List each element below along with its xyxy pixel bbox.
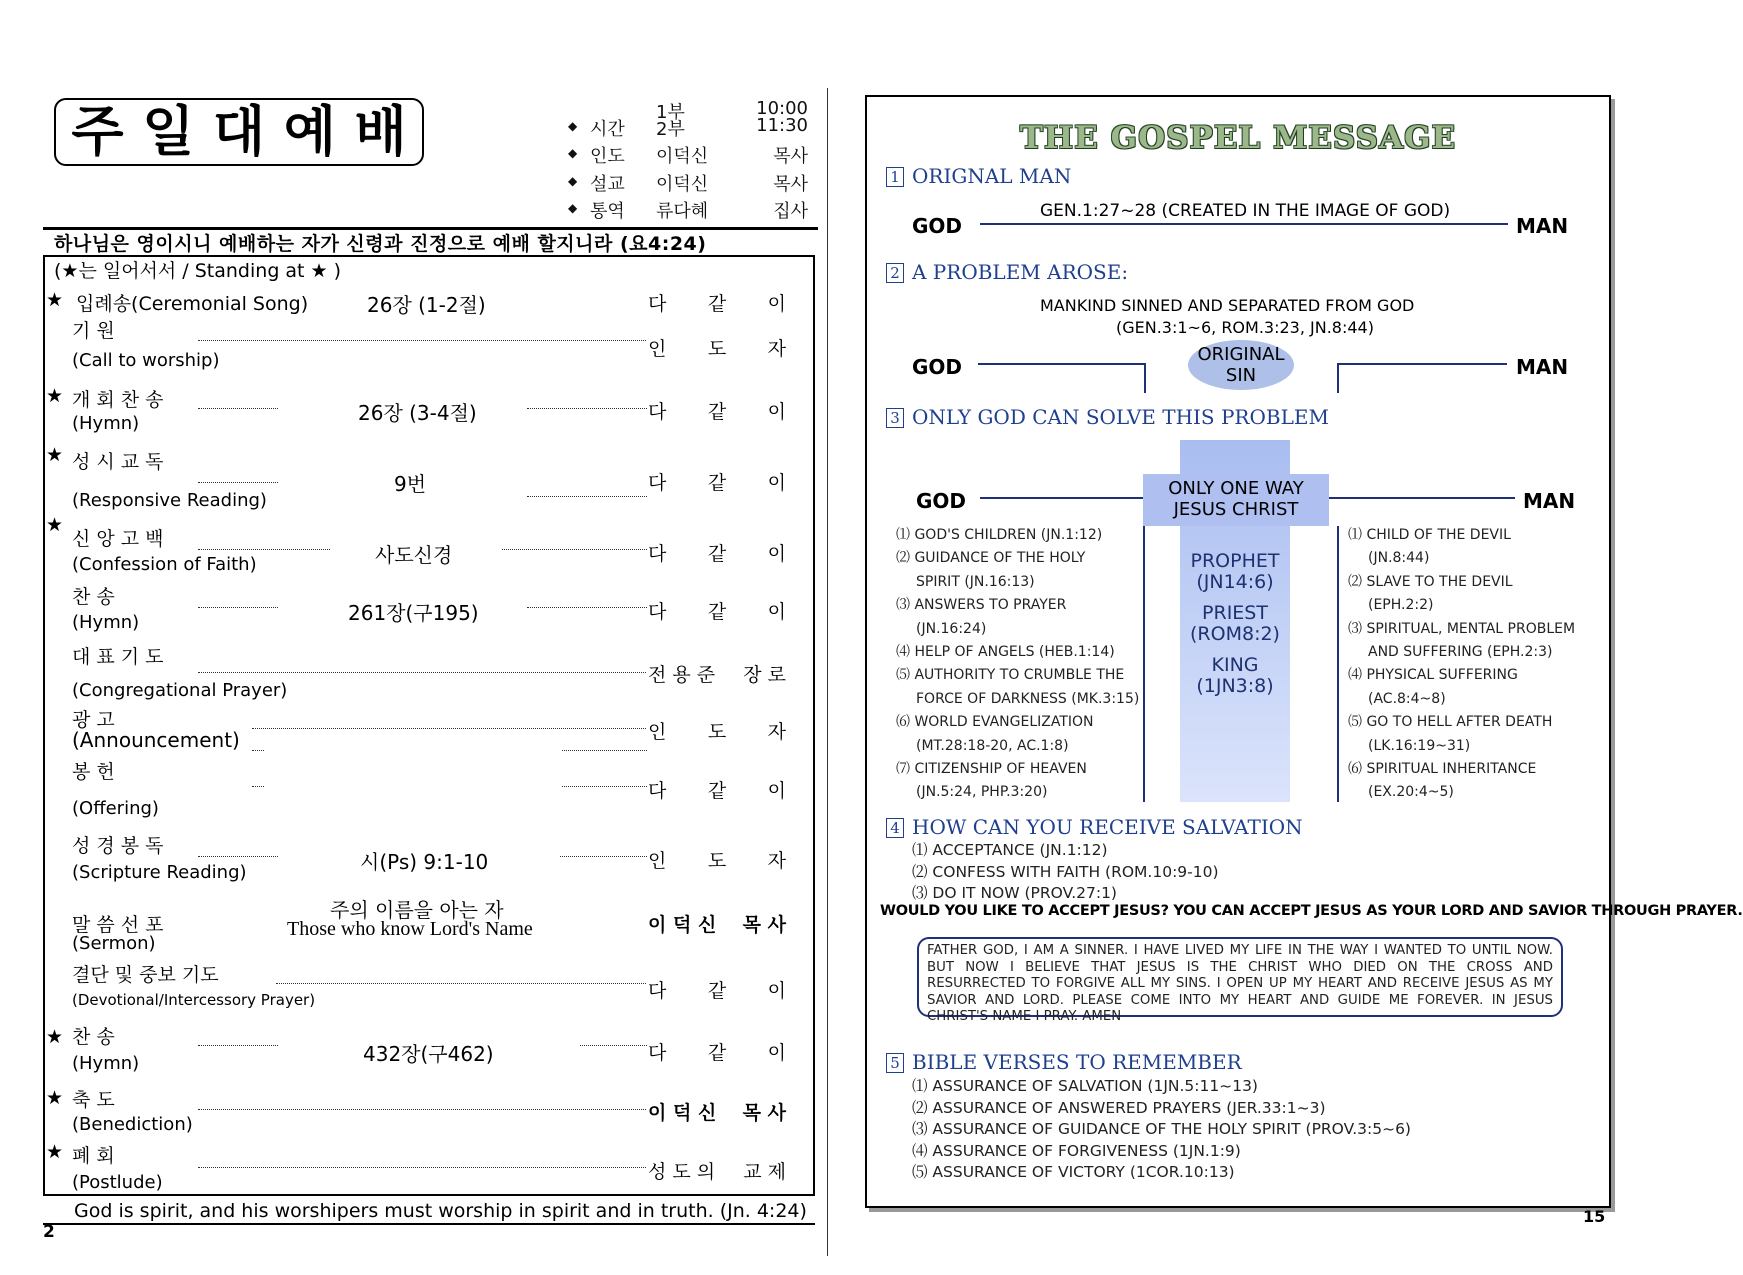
- title-char: 주: [71, 100, 124, 163]
- person-char: 같: [707, 293, 727, 315]
- prayer-text-box: FATHER GOD, I AM A SINNER. I HAVE LIVED MY LIFE IN THE WAY I WANTED TO UNTIL NOW. BUT NOW I BELIEVE THAT JESUS IS THE CHRIST WHO DIED ON THE CROSS AND RESURRECTED TO FORGIVE ALL MY SINS. I OPEN UP MY HEART AND RECEIVE JESUS AS MY SAVIOR AND LORD. PLEASE COME INTO MY HEART AND GUIDE ME FOREVER. IN JESUS CHRIST'S NAME I PRAY. AMEN: [917, 937, 1563, 1017]
- order-item-detail: 432장(구462): [363, 1042, 494, 1066]
- dot-leader: [252, 750, 264, 751]
- dot-leader: [276, 983, 646, 984]
- section-number: 3: [886, 408, 904, 428]
- list-item: (LK.16:19~31): [1368, 737, 1471, 754]
- person-char: 도: [707, 850, 727, 872]
- order-item-person: [648, 660, 786, 687]
- order-item-label: 광 고: [72, 709, 115, 731]
- list-item: ⑺ CITIZENSHIP OF HEAVEN: [896, 761, 1087, 778]
- preacher-row: [568, 170, 808, 194]
- page-number: 15: [1583, 1207, 1606, 1226]
- person-title: 장 로: [743, 664, 786, 686]
- person-name: 이 덕 신: [648, 1102, 717, 1124]
- man-label: MAN: [1523, 489, 1576, 513]
- footer-verse: God is spirit, and his worshipers must worship in spirit and in truth. (Jn. 4:24): [74, 1200, 807, 1222]
- order-item-english: (Congregational Prayer): [72, 680, 288, 701]
- service1: 1부: [656, 102, 685, 123]
- order-item-person: [648, 468, 786, 495]
- list-item: ⑵ CONFESS WITH FAITH (ROM.10:9-10): [912, 862, 1219, 881]
- order-item-english: (Devotional/Intercessory Prayer): [72, 991, 316, 1009]
- order-item-person: [648, 717, 786, 744]
- person-char: 자: [767, 338, 786, 360]
- order-item-detail: 26장 (1-2절): [367, 293, 486, 317]
- service2-time: 11:30: [756, 115, 808, 136]
- order-item-english: (Announcement): [72, 728, 240, 752]
- order-item-detail: 사도신경: [375, 543, 453, 567]
- dot-leader: [560, 856, 647, 857]
- list-item: FORCE OF DARKNESS (MK.3:15): [916, 690, 1140, 707]
- order-item-label: 축 도: [72, 1089, 115, 1111]
- person-char: 이: [767, 601, 786, 623]
- dot-leader: [527, 408, 647, 409]
- order-item-label: 결단 및 중보 기도: [72, 964, 219, 986]
- person-char: 다: [648, 543, 667, 565]
- order-item-person: [648, 1038, 786, 1065]
- page-number: 2: [43, 1222, 55, 1242]
- person-char: 이: [767, 401, 786, 423]
- dot-leader: [502, 549, 647, 550]
- god-label: GOD: [912, 355, 963, 379]
- column-divider: [1337, 526, 1339, 802]
- dot-leader: [252, 728, 646, 729]
- list-item: ⑴ GOD'S CHILDREN (JN.1:12): [896, 527, 1103, 543]
- leader-row: [568, 142, 808, 166]
- list-item: (AC.8:4~8): [1368, 690, 1446, 707]
- section-title: HOW CAN YOU RECEIVE SALVATION: [912, 815, 1303, 839]
- order-item-person: [648, 776, 786, 803]
- dot-leader: [562, 750, 647, 751]
- order-item-label: 기 원: [72, 320, 115, 342]
- interpreter-label: 통역: [590, 201, 625, 222]
- order-item-english: (Responsive Reading): [72, 490, 267, 511]
- interpreter-role: 집사: [773, 201, 808, 222]
- king-ref: (1JN3:8): [1196, 675, 1274, 697]
- order-item-person: [648, 976, 786, 1003]
- prophet-label: PROPHET: [1190, 550, 1280, 572]
- priest-ref: (ROM8:2): [1190, 623, 1280, 645]
- order-item-person: [648, 334, 786, 361]
- dot-leader: [198, 549, 330, 550]
- list-item: ⑸ ASSURANCE OF VICTORY (1COR.10:13): [912, 1163, 1235, 1181]
- person-char: 같: [707, 780, 727, 802]
- dot-leader: [198, 482, 278, 483]
- person-char: 이: [767, 543, 786, 565]
- order-item-person: [648, 910, 786, 937]
- section-heading: [886, 260, 1128, 284]
- order-item-label: 봉 헌: [72, 761, 115, 783]
- order-item-english: (Call to worship): [72, 350, 220, 371]
- person-char: 같: [707, 1042, 727, 1064]
- star-icon: ★: [46, 1141, 64, 1163]
- connection-line: [980, 223, 1508, 225]
- list-item: ⑶ ASSURANCE OF GUIDANCE OF THE HOLY SPIRIT (PROV.3:5~6): [912, 1120, 1411, 1138]
- leader-role: 목사: [773, 146, 808, 167]
- god-label: GOD: [912, 214, 963, 238]
- person-char: 인: [648, 338, 667, 360]
- diagram-caption: (GEN.3:1~6, ROM.3:23, JN.8:44): [1116, 318, 1374, 337]
- original-sin-line1: ORIGINAL: [1197, 344, 1285, 365]
- section-number: 5: [886, 1053, 904, 1073]
- dot-leader: [580, 1045, 647, 1046]
- dot-leader: [198, 1045, 278, 1046]
- connection-line: [980, 497, 1143, 499]
- order-item-label: 폐 회: [72, 1145, 115, 1167]
- preacher-label: 설교: [590, 174, 625, 195]
- order-item-label: 말 씀 선 포: [72, 914, 164, 936]
- person-char: 도: [707, 721, 727, 743]
- person-char: 다: [648, 293, 667, 315]
- one-way-label: [1143, 478, 1329, 520]
- diagram-caption: MANKIND SINNED AND SEPARATED FROM GOD: [1040, 296, 1415, 315]
- order-item-english: (Scripture Reading): [72, 862, 247, 883]
- person-char: 같: [707, 472, 727, 494]
- leader-name: 이덕신: [656, 146, 709, 167]
- order-item-person: [648, 846, 786, 873]
- person-char: 다: [648, 780, 667, 802]
- page-title: [54, 98, 424, 166]
- dot-leader: [527, 607, 647, 608]
- section-number: 4: [886, 818, 904, 838]
- list-item: ⑶ ANSWERS TO PRAYER: [896, 597, 1067, 614]
- list-item: ⑸ AUTHORITY TO CRUMBLE THE: [896, 667, 1125, 684]
- time-label: 시간: [590, 119, 625, 140]
- list-item: AND SUFFERING (EPH.2:3): [1368, 644, 1553, 661]
- section-number: 2: [886, 263, 904, 283]
- list-item: ⑷ HELP OF ANGELS (HEB.1:14): [896, 644, 1115, 661]
- connection-line: [1329, 497, 1515, 499]
- bullet-icon: ◆: [568, 119, 578, 133]
- person-char: 같: [707, 601, 727, 623]
- person-char: 다: [648, 1042, 667, 1064]
- list-item: ⑸ GO TO HELL AFTER DEATH: [1348, 714, 1553, 731]
- person-name: 전 용 준: [648, 664, 716, 686]
- dot-leader: [198, 1167, 646, 1168]
- person-char: 같: [707, 980, 727, 1002]
- page-gutter: [827, 88, 828, 1256]
- list-item: (EPH.2:2): [1368, 597, 1434, 614]
- list-item: ⑵ ASSURANCE OF ANSWERED PRAYERS (JER.33:1~3): [912, 1098, 1326, 1117]
- preacher-role: 목사: [773, 174, 808, 195]
- dot-leader: [562, 786, 647, 787]
- person-title: 목 사: [742, 914, 786, 936]
- person-char: 다: [648, 980, 667, 1002]
- order-item-detail: 26장 (3-4절): [358, 401, 477, 425]
- star-icon: ★: [46, 1026, 64, 1048]
- order-item-label: 찬 송: [72, 586, 115, 608]
- prophet-ref: (JN14:6): [1196, 571, 1274, 593]
- person-title: 목 사: [742, 1102, 786, 1124]
- bullet-icon: ◆: [568, 201, 578, 215]
- leader-label: 인도: [590, 146, 625, 167]
- list-item: (EX.20:4~5): [1368, 784, 1454, 801]
- column-divider: [1143, 526, 1145, 802]
- man-label: MAN: [1516, 214, 1569, 238]
- person-char: 인: [648, 721, 667, 743]
- list-item: ⑶ SPIRITUAL, MENTAL PROBLEM: [1348, 620, 1576, 637]
- order-item-english: (Postlude): [72, 1172, 163, 1193]
- person-char: 인: [648, 850, 667, 872]
- person-title: 교 제: [743, 1161, 786, 1183]
- order-item-label: 성 시 교 독: [72, 451, 164, 473]
- person-char: 이: [767, 293, 786, 315]
- one-way-line1: ONLY ONE WAY: [1168, 478, 1304, 499]
- section-heading: [886, 1050, 1242, 1074]
- king-label: KING: [1211, 654, 1259, 676]
- list-item: SPIRIT (JN.16:13): [916, 573, 1035, 590]
- dot-leader: [198, 408, 278, 409]
- dot-leader: [198, 607, 278, 608]
- order-item-detail: 9번: [394, 472, 427, 496]
- person-char: 도: [707, 338, 727, 360]
- list-item: (JN.16:24): [916, 620, 987, 637]
- list-item: ⑵ GUIDANCE OF THE HOLY: [896, 550, 1086, 567]
- order-item-person: [648, 397, 786, 424]
- order-item-english: (Hymn): [72, 1053, 140, 1074]
- diagram-caption: GEN.1:27~28 (CREATED IN THE IMAGE OF GOD): [1040, 201, 1451, 221]
- order-item-detail: 261장(구195): [348, 601, 479, 625]
- order-item-person: [648, 539, 786, 566]
- condition-list: [1348, 524, 1575, 805]
- list-item: ⑹ WORLD EVANGELIZATION: [896, 714, 1094, 731]
- list-item: (MT.28:18-20, AC.1:8): [916, 737, 1069, 754]
- title-char: 배: [354, 100, 407, 163]
- salvation-steps: [912, 840, 1219, 905]
- star-icon: ★: [46, 514, 64, 536]
- original-sin-oval: [1188, 340, 1294, 390]
- order-item-person: [648, 1098, 786, 1125]
- order-item-english: (Hymn): [72, 612, 140, 633]
- dot-leader: [198, 672, 646, 673]
- list-item: ⑵ SLAVE TO THE DEVIL: [1348, 573, 1513, 590]
- person-name: 이 덕 신: [648, 914, 717, 936]
- list-item: ⑶ DO IT NOW (PROV.27:1): [912, 884, 1117, 902]
- list-item: (JN.5:24, PHP.3:20): [916, 784, 1048, 801]
- list-item: ⑹ SPIRITUAL INHERITANCE: [1348, 761, 1537, 778]
- order-item-detail: 시(Ps) 9:1-10: [360, 850, 489, 874]
- section-number: 1: [886, 167, 904, 187]
- section-title: ORIGNAL MAN: [912, 164, 1072, 188]
- header-verse: 하나님은 영이시니 예배하는 자가 신령과 진정으로 예배 할지니라 (요4:24): [54, 233, 707, 255]
- service2: 2부: [656, 119, 685, 140]
- title-char: 대: [212, 100, 266, 163]
- section-heading: [886, 405, 1329, 429]
- dot-leader: [198, 340, 646, 341]
- list-item: ⑷ PHYSICAL SUFFERING: [1348, 667, 1518, 684]
- preacher-name: 이덕신: [656, 174, 709, 195]
- person-char: 이: [767, 780, 786, 802]
- title-char: 일: [142, 100, 195, 163]
- man-label: MAN: [1516, 355, 1569, 379]
- list-item: ⑷ ASSURANCE OF FORGIVENESS (1JN.1:9): [912, 1141, 1241, 1160]
- order-item-label: 성 경 봉 독: [72, 835, 164, 857]
- dot-leader: [198, 856, 278, 857]
- divider: [43, 1223, 815, 1225]
- person-char: 다: [648, 401, 667, 423]
- service1-time: 10:00: [756, 98, 808, 119]
- list-item: (JN.8:44): [1368, 550, 1430, 567]
- list-item: ⑴ CHILD OF THE DEVIL: [1348, 527, 1511, 543]
- order-item-english: (Hymn): [72, 413, 140, 434]
- priest-label: PRIEST: [1202, 602, 1268, 624]
- order-item-person: [648, 1157, 786, 1184]
- person-char: 자: [767, 850, 786, 872]
- order-item-person: [648, 289, 786, 316]
- broken-line-left: [978, 363, 1146, 365]
- bullet-icon: ◆: [568, 146, 578, 160]
- order-item-label: 대 표 기 도: [72, 646, 164, 668]
- person-char: 다: [648, 601, 667, 623]
- person-char: 자: [767, 721, 786, 743]
- person-char: 이: [767, 980, 786, 1002]
- section-heading: [886, 815, 1303, 839]
- order-item-english: (Offering): [72, 798, 159, 819]
- time-row: [568, 115, 808, 139]
- dot-leader: [527, 496, 647, 497]
- broken-line-right: [1337, 363, 1507, 365]
- standing-note: (★는 일어서서 / Standing at ★ ): [54, 260, 342, 282]
- title-char: 예: [283, 100, 336, 163]
- order-item-english: (Benediction): [72, 1114, 193, 1135]
- section-heading: [886, 164, 1071, 188]
- section-title: BIBLE VERSES TO REMEMBER: [912, 1050, 1242, 1074]
- star-icon: ★: [46, 289, 64, 311]
- order-item-english: (Sermon): [72, 933, 156, 954]
- broken-line-right-drop: [1337, 363, 1339, 393]
- list-item: ⑴ ASSURANCE OF SALVATION (1JN.5:11~13): [912, 1077, 1258, 1095]
- dot-leader: [252, 786, 264, 787]
- bullet-icon: ◆: [568, 174, 578, 188]
- person-name: 성 도 의: [648, 1161, 716, 1183]
- god-label: GOD: [916, 489, 967, 513]
- person-char: 같: [707, 543, 727, 565]
- broken-line-left-drop: [1144, 363, 1146, 393]
- bible-verse-list: [912, 1076, 1411, 1184]
- order-item-label: 개 회 찬 송: [72, 389, 164, 411]
- order-item-person: [648, 597, 786, 624]
- interpreter-name: 류다혜: [656, 201, 709, 222]
- one-way-line2: JESUS CHRIST: [1173, 499, 1299, 520]
- person-char: 같: [707, 401, 727, 423]
- original-sin-line2: SIN: [1225, 365, 1257, 386]
- prayer-prompt: WOULD YOU LIKE TO ACCEPT JESUS? YOU CAN ACCEPT JESUS AS YOUR LORD AND SAVIOR THROUGH PRAYER.: [880, 903, 1743, 919]
- sermon-title-korean: 주의 이름을 아는 자: [330, 898, 504, 922]
- order-item-label: 찬 송: [72, 1026, 115, 1048]
- section-title: A PROBLEM AROSE:: [912, 260, 1129, 284]
- dot-leader: [198, 1109, 646, 1110]
- list-item: ⑴ ACCEPTANCE (JN.1:12): [912, 841, 1108, 859]
- person-char: 이: [767, 472, 786, 494]
- blessings-list: [896, 524, 1139, 805]
- person-char: 다: [648, 472, 667, 494]
- order-item-label: 신 앙 고 백: [72, 528, 164, 550]
- person-char: 이: [767, 1042, 786, 1064]
- order-item-english: (Confession of Faith): [72, 554, 257, 575]
- gospel-title: THE GOSPEL MESSAGE: [1019, 120, 1457, 156]
- section-title: ONLY GOD CAN SOLVE THIS PROBLEM: [912, 405, 1329, 429]
- sermon-title-english: Those who know Lord's Name: [287, 918, 533, 940]
- star-icon: ★: [46, 444, 64, 466]
- order-item-label: 입례송(Ceremonial Song): [76, 293, 309, 315]
- interpreter-row: [568, 197, 808, 221]
- star-icon: ★: [46, 385, 64, 407]
- star-icon: ★: [46, 1087, 64, 1109]
